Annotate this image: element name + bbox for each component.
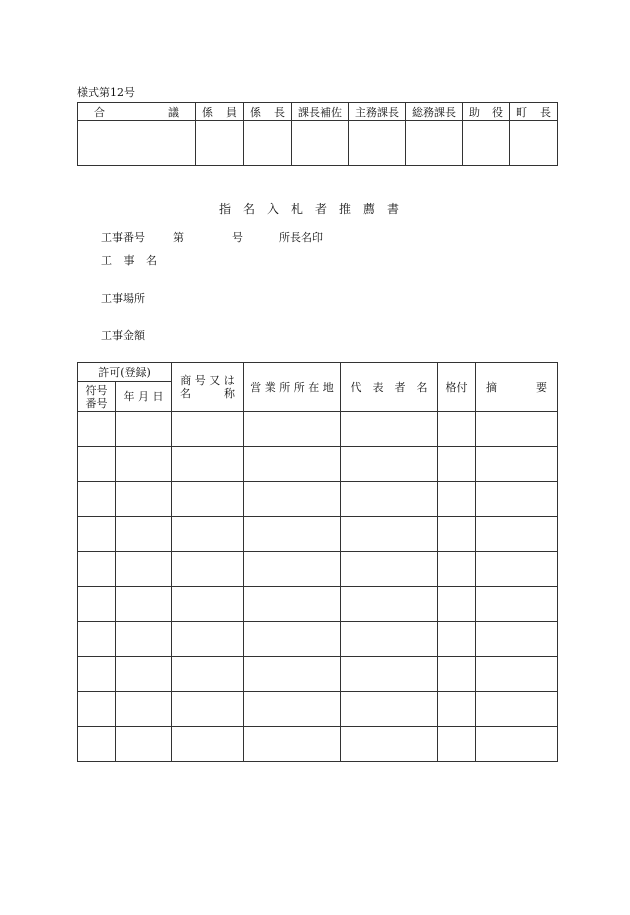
date-header: 年 月 日 xyxy=(116,382,172,412)
approval-stamp-cell xyxy=(292,121,349,166)
representative-header: 代 表 者 名 xyxy=(341,363,438,412)
work-place-label: 工事場所 xyxy=(101,292,145,305)
approval-stamp-cell xyxy=(244,121,292,166)
approval-header-main-section: 主務課長 xyxy=(349,103,406,121)
work-number-prefix: 第 xyxy=(173,231,184,244)
table-row xyxy=(78,587,558,622)
candidate-table xyxy=(77,362,558,762)
approval-stamp-cell xyxy=(463,121,510,166)
table-row xyxy=(78,657,558,692)
rank-header: 格付 xyxy=(438,363,476,412)
permit-header: 許可(登録) xyxy=(78,363,172,382)
document-title: 指名入札者推薦書 xyxy=(218,202,411,216)
table-row xyxy=(78,692,558,727)
trade-name-header: 商 号 又 は 名 称 xyxy=(172,363,244,412)
table-row xyxy=(78,412,558,447)
table-row xyxy=(78,447,558,482)
office-address-header: 営 業 所 所 在 地 xyxy=(244,363,341,412)
approval-header-deputy: 課長補佐 xyxy=(292,103,349,121)
table-row xyxy=(78,482,558,517)
approval-stamp-cell xyxy=(78,121,196,166)
table-row xyxy=(78,622,558,657)
approval-table xyxy=(77,102,558,166)
approval-stamp-cell xyxy=(349,121,406,166)
table-row xyxy=(78,517,558,552)
work-amount-label: 工事金額 xyxy=(101,329,145,342)
approval-stamp-cell xyxy=(510,121,558,166)
table-row xyxy=(78,552,558,587)
table-row xyxy=(78,727,558,762)
approval-stamp-cell xyxy=(196,121,244,166)
form-number: 様式第12号 xyxy=(77,86,135,99)
approval-header-mayor: 町 長 xyxy=(510,103,558,121)
office-seal-label: 所長名印 xyxy=(279,231,323,244)
approval-header-assistant: 助 役 xyxy=(463,103,510,121)
approval-stamp-cell xyxy=(406,121,463,166)
approval-header-chief: 係 長 xyxy=(244,103,292,121)
code-number-header: 符号 番号 xyxy=(78,382,116,412)
work-number-label: 工事番号 xyxy=(101,231,145,244)
approval-header-council: 合 議 xyxy=(78,103,196,121)
approval-header-general-affairs: 総務課長 xyxy=(406,103,463,121)
work-number-suffix: 号 xyxy=(232,231,243,244)
remarks-header: 摘 要 xyxy=(476,363,558,412)
approval-header-staff: 係 員 xyxy=(196,103,244,121)
work-name-label: 工 事 名 xyxy=(101,254,161,267)
